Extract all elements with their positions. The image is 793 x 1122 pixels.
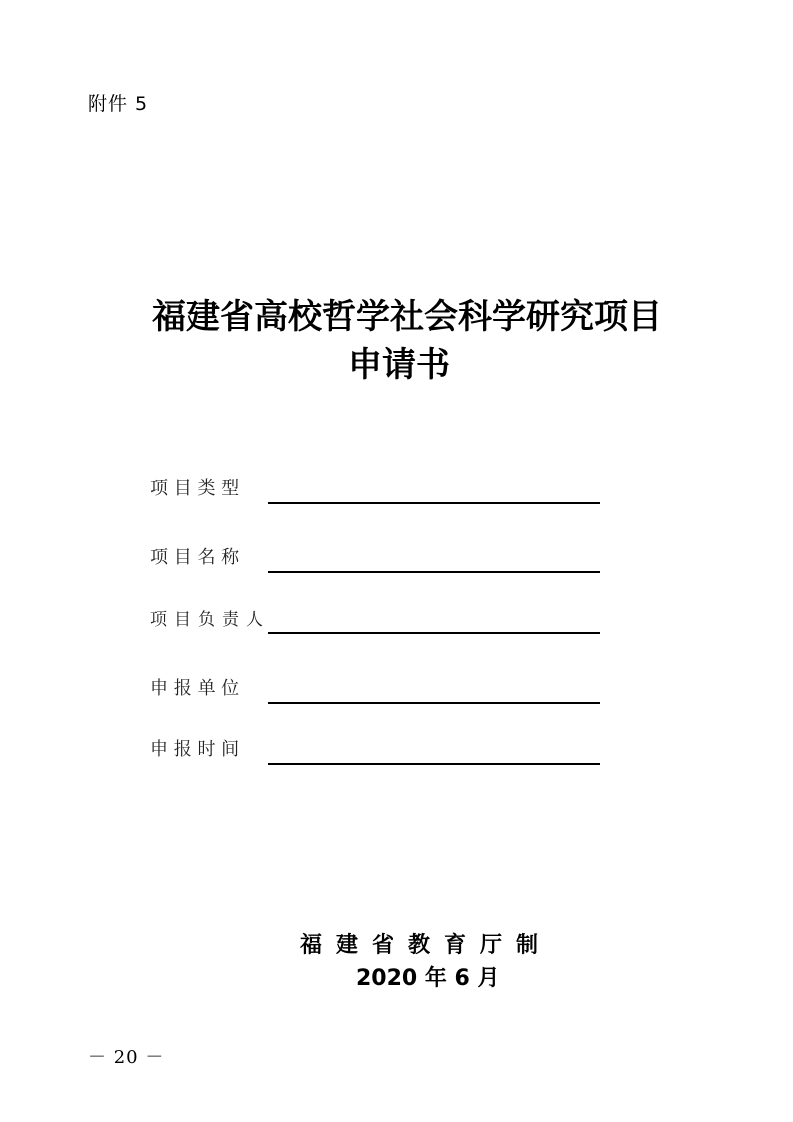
- field-project-name: [150, 533, 600, 573]
- field-application-date: [150, 725, 600, 765]
- field-label-project-name: 项 目 名 称: [150, 547, 240, 568]
- issuer: 福建省教育厅制: [300, 933, 553, 958]
- field-label-applicant-unit: 申 报 单 位: [150, 678, 240, 699]
- field-line-project-leader[interactable]: [268, 632, 600, 634]
- field-line-project-name[interactable]: [268, 571, 600, 573]
- field-line-applicant-unit[interactable]: [268, 702, 600, 704]
- field-project-leader: [150, 594, 600, 634]
- attachment-label: 附件 5: [88, 93, 149, 115]
- field-line-project-type[interactable]: [268, 502, 600, 504]
- field-label-application-date: 申 报 时 间: [150, 739, 240, 760]
- document-title: 福建省高校哲学社会科学研究项目: [152, 297, 662, 337]
- field-label-project-type: 项 目 类 型: [150, 478, 240, 499]
- document-subtitle: 申请书: [348, 345, 450, 385]
- field-project-type: [150, 464, 600, 504]
- field-label-project-leader: 项目负责人: [150, 610, 270, 630]
- page-number: － 20 －: [88, 1047, 165, 1068]
- field-line-application-date[interactable]: [268, 763, 600, 765]
- field-applicant-unit: [150, 664, 600, 704]
- issue-date: 2020 年 6 月: [356, 966, 500, 991]
